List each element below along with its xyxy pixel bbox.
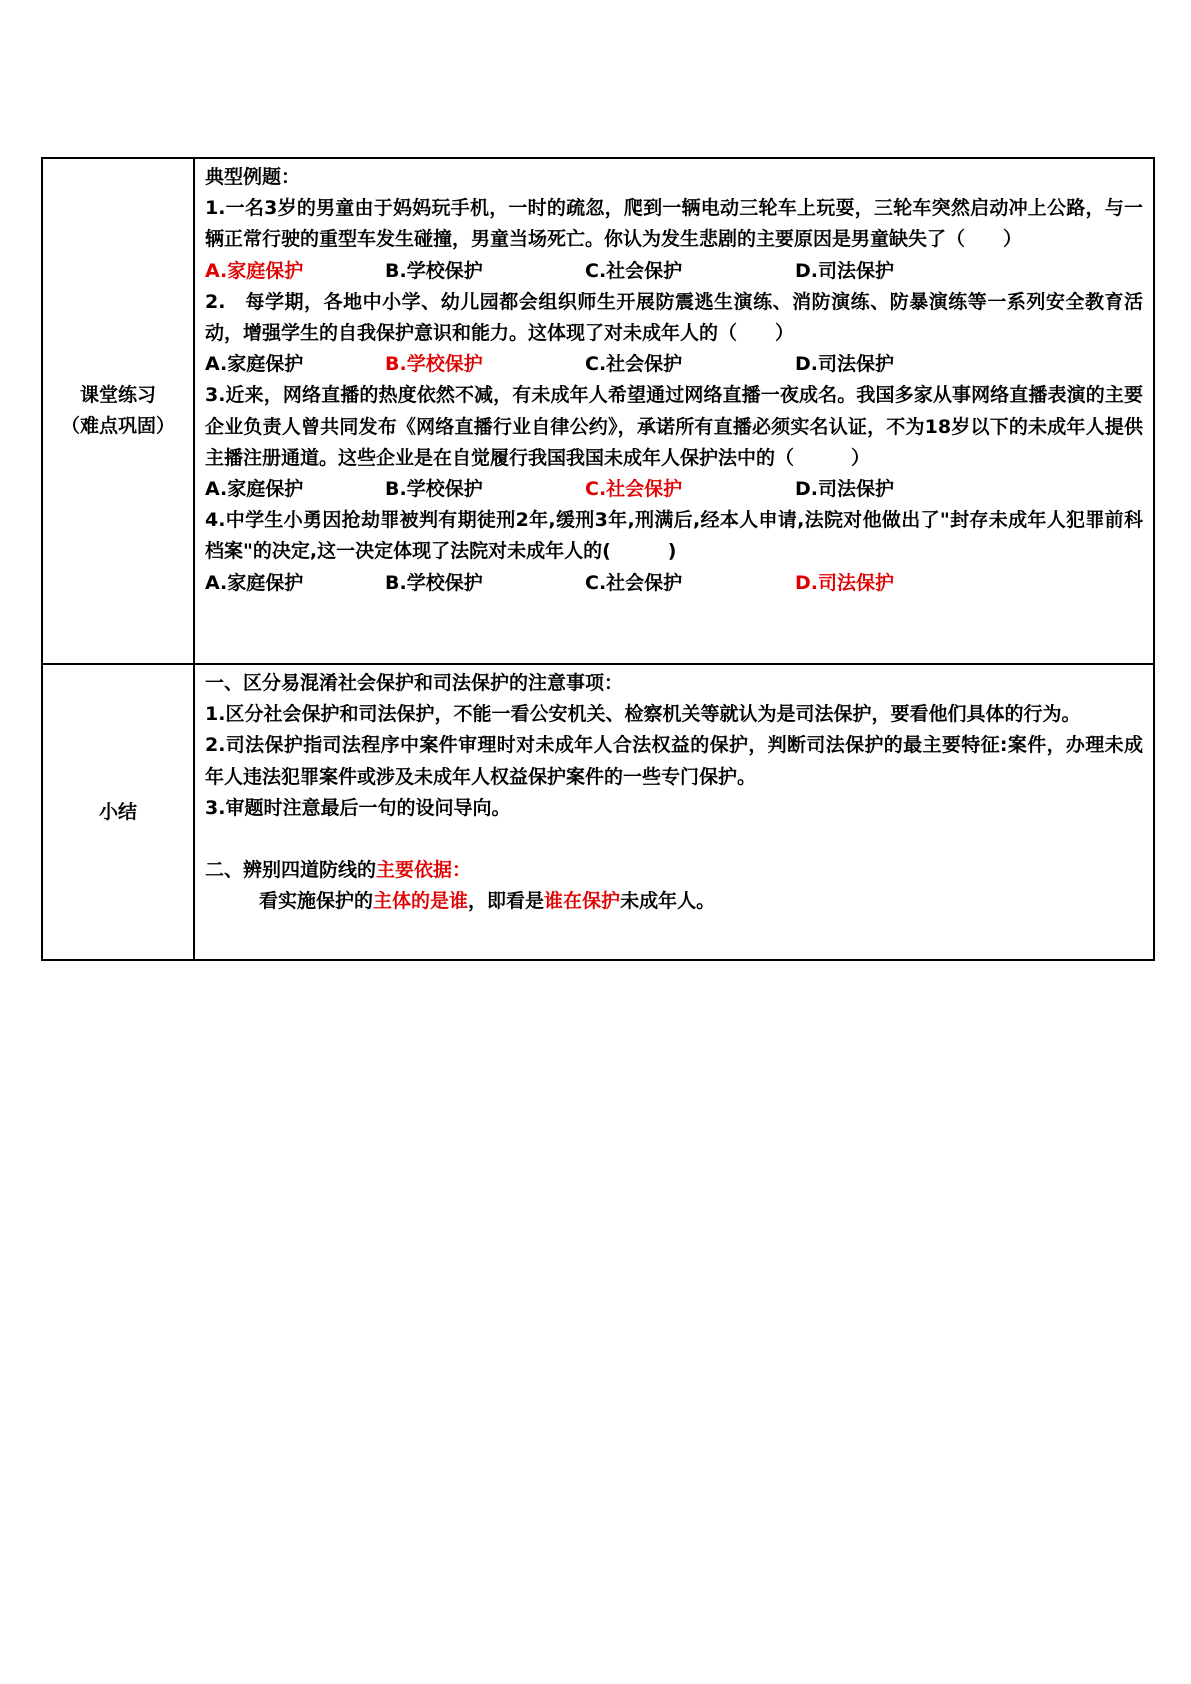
question-3-option-d: D.司法保护 <box>795 478 894 501</box>
practice-content-cell <box>194 158 1154 664</box>
question-1-options <box>205 256 1143 287</box>
summary-heading-1: 一、区分易混淆社会保护和司法保护的注意事项： <box>205 672 624 694</box>
question-2-option-b: B.学校保护 <box>385 353 483 376</box>
question-3-option-c: C.社会保护 <box>585 478 683 501</box>
question-1-option-b: B.学校保护 <box>385 259 483 282</box>
spacer <box>205 824 1143 855</box>
question-4-options <box>205 568 1143 599</box>
question-4-text: 4.中学生小勇因抢劫罪被判有期徒刑2年,缓刑3年,刑满后,经本人申请,法院对他做出了"封存未成年人犯罪前科档案"的决定,这一决定体现了法院对未成年人的( ) <box>205 509 1143 563</box>
question-1-option-d: D.司法保护 <box>795 259 894 282</box>
summary-heading-2-prefix: 二、辨别四道防线的 <box>205 859 377 882</box>
question-1-option-a: A.家庭保护 <box>205 259 304 282</box>
question-3-options <box>205 474 1143 505</box>
question-1-text: 1.一名3岁的男童由于妈妈玩手机，一时的疏忽，爬到一辆电动三轮车上玩耍，三轮车突然启动冲上公路，与一辆正常行驶的重型车发生碰撞，男童当场死亡。你认为发生悲剧的主要原因是男童缺失了（ ） <box>205 197 1143 251</box>
question-2-option-c: C.社会保护 <box>585 353 683 376</box>
basis-text-2: ，即看是 <box>468 890 545 913</box>
question-1-option-c: C.社会保护 <box>585 259 683 282</box>
question-2-options <box>205 349 1143 380</box>
question-2-text: 2. 每学期，各地中小学、幼儿园都会组织师生开展防震逃生演练、消防演练、防暴演练等一系列安全教育活动，增强学生的自我保护意识和能力。这体现了对未成年人的（ ） <box>205 290 1143 345</box>
practice-heading: 典型例题： <box>205 166 301 188</box>
summary-content-cell <box>194 664 1154 960</box>
basis-emphasis-1: 主体的是谁 <box>373 890 469 913</box>
practice-label-title: 课堂练习 <box>79 384 156 406</box>
summary-heading-2 <box>205 855 1143 886</box>
question-4-option-c: C.社会保护 <box>585 571 683 594</box>
summary-heading-2-emphasis: 主要依据： <box>376 859 472 882</box>
question-4-option-a: A.家庭保护 <box>205 571 304 594</box>
practice-label-cell <box>42 158 194 664</box>
question-3-option-a: A.家庭保护 <box>205 478 304 501</box>
summary-point-2: 2.司法保护指司法程序中案件审理时对未成年人合法权益的保护，判断司法保护的最主要特征:案件，办理未成年人违法犯罪案件或涉及未成年人权益保护案件的一些专门保护。 <box>205 734 1143 788</box>
question-2-option-a: A.家庭保护 <box>205 353 304 376</box>
lesson-table <box>41 157 1155 961</box>
basis-text-3: 未成年人。 <box>620 890 716 913</box>
question-3-text: 3.近来，网络直播的热度依然不减，有未成年人希望通过网络直播一夜成名。我国多家从事网络直播表演的主要企业负责人曾共同发布《网络直播行业自律公约》，承诺所有直播必须实名认证，不为18岁以下的未成年人提供主播注册通道。这些企业是在自觉履行我国我国未成年人保护法中的（ ） <box>205 384 1143 469</box>
practice-label-subtitle: （难点巩固） <box>60 415 175 437</box>
question-4-option-d: D.司法保护 <box>795 571 894 594</box>
basis-text-1: 看实施保护的 <box>259 890 374 913</box>
question-4-option-b: B.学校保护 <box>385 571 483 594</box>
summary-point-1: 1.区分社会保护和司法保护，不能一看公安机关、检察机关等就认为是司法保护，要看他们具体的行为。 <box>205 703 1081 726</box>
summary-basis <box>205 886 1143 917</box>
question-2-option-d: D.司法保护 <box>795 353 894 376</box>
summary-row <box>42 664 1154 960</box>
practice-row <box>42 158 1154 664</box>
question-3-option-b: B.学校保护 <box>385 478 483 501</box>
summary-label: 小结 <box>98 800 137 823</box>
summary-label-cell <box>42 664 194 960</box>
summary-point-3: 3.审题时注意最后一句的设问导向。 <box>205 796 511 819</box>
basis-emphasis-2: 谁在保护 <box>544 890 621 913</box>
